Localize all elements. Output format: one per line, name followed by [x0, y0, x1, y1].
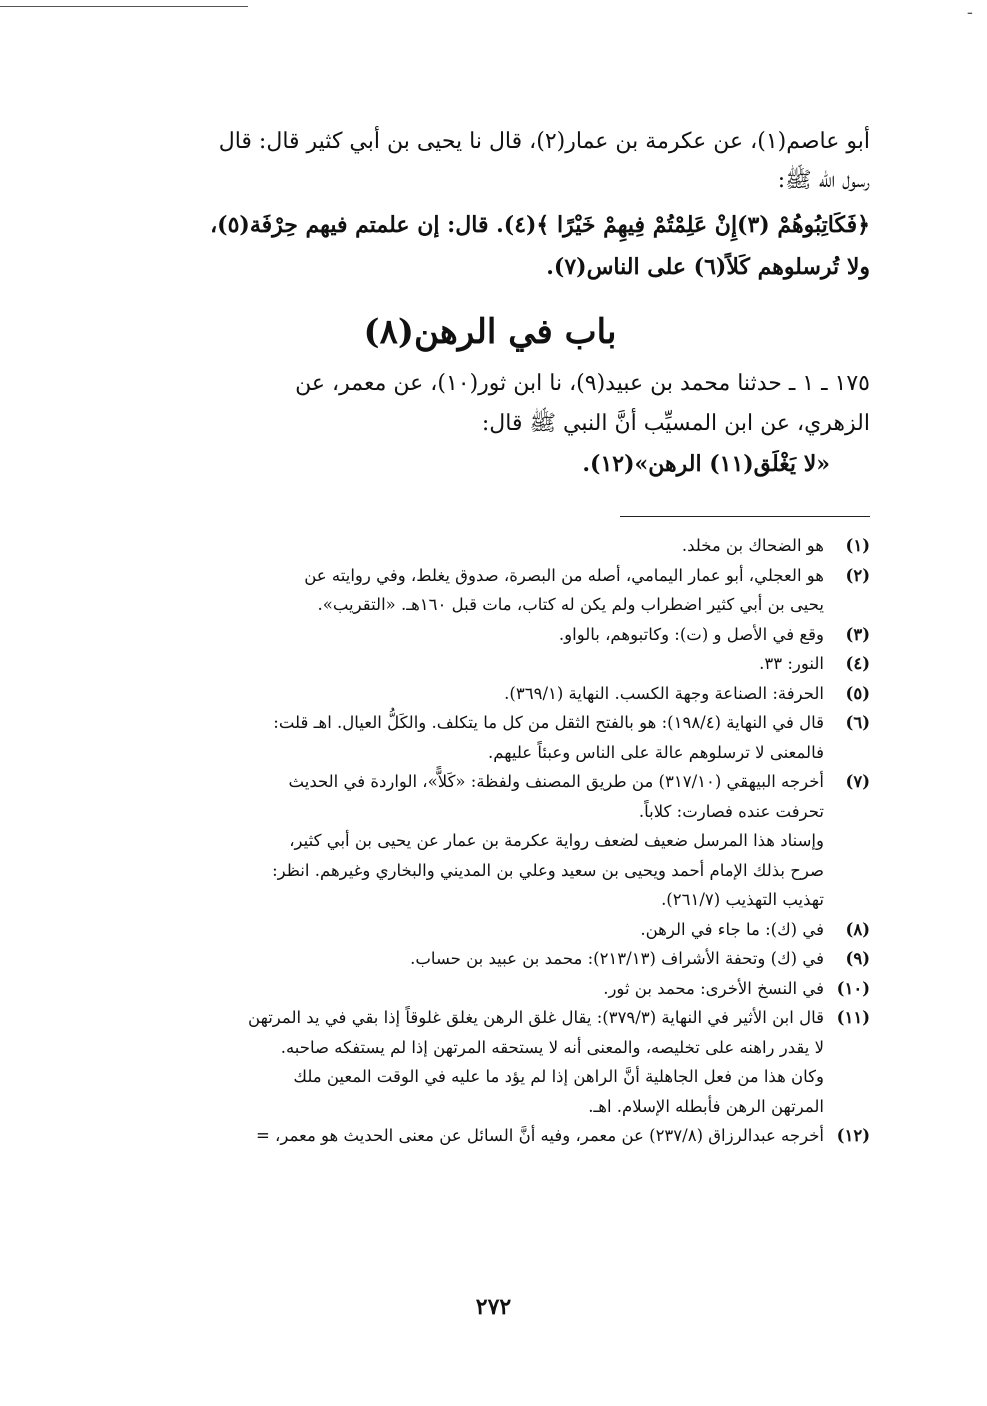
footnote	[110, 531, 870, 561]
footnote-number: (١)	[845, 536, 870, 555]
text-line: ﴿فَكَاتِبُوهُمْ (٣)إِنْ عَلِمْتُمْ فِيهِمْ خَيْرًا ﴾(٤). قال: إن علمتم فيهم حِرْفَة(٥)،	[210, 212, 870, 238]
footnote-text	[110, 649, 824, 679]
footnote-line: المرتهن الرهن فأبطله الإسلام. اهـ.	[588, 1096, 824, 1116]
section-title: باب في الرهن(٨)	[363, 312, 617, 352]
footnote-line: وقع في الأصل و (ت): وكاتبوهم، بالواو.	[558, 624, 824, 644]
footnote-number: (٨)	[845, 919, 870, 939]
text-line: ولا تُرسلوهم كَلاً(٦) على الناس(٧).	[546, 254, 870, 280]
footnote-text	[110, 561, 824, 620]
footnote	[110, 974, 870, 1004]
footnote-line: وكان هذا من فعل الجاهلية أنَّ الراهن إذا لم يؤد ما عليه في الوقت المعين ملك	[293, 1067, 824, 1086]
text-line: ١٧٥ ـ ١ ـ حدثنا محمد بن عبيد(٩)، نا ابن ثور(١٠)، عن معمر، عن	[295, 371, 870, 396]
footnote-line: الحرفة: الصناعة وجهة الكسب. النهاية (٣٦٩/١).	[504, 683, 824, 703]
footnote-line: تحرفت عنده فصارت: كلاباً.	[638, 801, 824, 821]
footnote-text	[110, 944, 824, 974]
footnote-line: تهذيب التهذيب (٢٦١/٧).	[661, 890, 824, 909]
footnote-number: (١٠)	[836, 978, 870, 998]
footnotes-list	[110, 531, 870, 1151]
footnote-line: في (ك): ما جاء في الرهن.	[640, 919, 824, 939]
footnote-text	[110, 915, 824, 945]
footnote-text	[110, 620, 824, 650]
footnote-number: (٥)	[845, 683, 870, 703]
footnote-line: هو العجلي، أبو عمار اليمامي، أصله من البصرة، صدوق يغلط، وفي روايته عن	[304, 565, 824, 585]
footnote	[110, 1003, 870, 1121]
footnote-text	[110, 531, 824, 561]
footnote	[110, 944, 870, 974]
footnote-line: في (ك) وتحفة الأشراف (٢١٣/١٣): محمد بن عبيد بن حساب.	[410, 949, 824, 968]
quran-verse-paragraph	[110, 204, 870, 288]
footnote-number: (١١)	[836, 1008, 870, 1027]
top-rule	[0, 6, 248, 7]
footnote	[110, 620, 870, 650]
footnote-line: قال في النهاية (١٩٨/٤): هو بالفتح الثقل من كل ما يتكلف. والكَلُّ العيال. اهـ قلت:	[273, 713, 824, 732]
footnote-text	[110, 679, 824, 709]
footnote-line: يحيى بن أبي كثير اضطراب ولم يكن له كتاب، مات قبل ١٦٠هـ. «التقريب».	[317, 595, 824, 614]
footnote	[110, 679, 870, 709]
footnote-separator	[620, 516, 870, 517]
footnote-number: (٢)	[845, 565, 870, 585]
footnote-line: قال ابن الأثير في النهاية (٣٧٩/٣): يقال غلق الرهن يغلق غلوقاً إذا بقي في يد المرتهن	[248, 1008, 824, 1027]
footnote-line: النور: ٣٣.	[759, 654, 824, 673]
footnote-text	[110, 1121, 824, 1151]
corner-mark: -	[966, 2, 973, 23]
footnote-line: في النسخ الأخرى: محمد بن ثور.	[603, 978, 824, 998]
footnote-text	[110, 1003, 824, 1121]
footnote	[110, 649, 870, 679]
footnote	[110, 915, 870, 945]
hadith-quote: «لا يَغْلَق(١١) الرهن»(١٢).	[582, 451, 830, 477]
footnote-number: (٩)	[845, 949, 870, 968]
page-number: ٢٧٢	[475, 1294, 512, 1320]
footnote-line: فالمعنى لا ترسلوهم عالة على الناس وعبئاً عليهم.	[488, 742, 824, 762]
footnote-line: وإسناد هذا المرسل ضعيف لضعف رواية عكرمة بن عمار عن يحيى بن أبي كثير،	[289, 831, 824, 850]
footnote-text	[110, 974, 824, 1004]
footnote-number: (٣)	[845, 624, 870, 644]
footnote	[110, 708, 870, 767]
footnote-line: أخرجه عبدالرزاق (٢٣٧/٨) عن معمر، وفيه أنَّ السائل عن معنى الحديث هو معمر، =	[255, 1126, 824, 1145]
footnote-text	[110, 708, 824, 767]
footnote-number: (٤)	[845, 654, 870, 673]
hadith-paragraph	[110, 364, 870, 444]
footnote-line: هو الضحاك بن مخلد.	[681, 536, 824, 555]
footnote-line: لا يقدر راهنه على تخليصه، والمعنى أنه لا يستحقه المرتهن إذا لم يستفكه صاحبه.	[280, 1037, 824, 1057]
footnote	[110, 561, 870, 620]
footnote-number: (١٢)	[836, 1126, 870, 1145]
footnote-line: صرح بذلك الإمام أحمد ويحيى بن سعيد وعلي بن المديني والبخاري وغيرهم. انظر:	[272, 860, 824, 880]
text-line: رسول الله ﷺ:	[777, 168, 870, 193]
text-line: أبو عاصم(١)، عن عكرمة بن عمار(٢)، قال نا يحيى بن أبي كثير قال: قال	[218, 129, 870, 154]
footnote-number: (٧)	[845, 772, 870, 791]
footnote-number: (٦)	[845, 713, 870, 732]
footnote	[110, 767, 870, 915]
page-content	[110, 122, 870, 1151]
footnote-text	[110, 767, 824, 915]
text-line: الزهري، عن ابن المسيِّب أنَّ النبي ﷺ قال:	[481, 411, 870, 436]
intro-paragraph	[110, 122, 870, 200]
footnote-line: أخرجه البيهقي (٣١٧/١٠) من طريق المصنف ولفظة: «كَلاًّ»، الواردة في الحديث	[288, 772, 824, 791]
footnote	[110, 1121, 870, 1151]
